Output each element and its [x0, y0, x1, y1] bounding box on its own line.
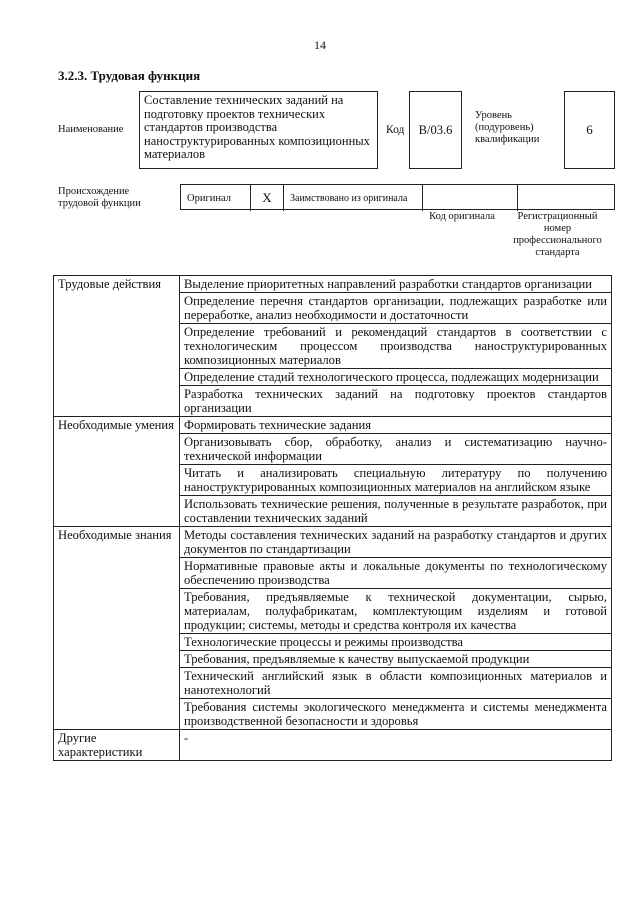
- category-cell: Необходимые умения: [54, 417, 180, 527]
- table-row: [54, 730, 612, 761]
- origin-row: [180, 184, 615, 210]
- original-mark: X: [251, 185, 284, 211]
- section-title: 3.2.3. Трудовая функция: [58, 68, 201, 83]
- level-label: Уровень (подуровень) квалификации: [475, 110, 540, 145]
- code-box: B/03.6: [409, 91, 462, 169]
- reg-number-cell: [518, 185, 616, 211]
- table-row: [54, 417, 612, 434]
- item-cell: Технологические процессы и режимы производства: [180, 634, 612, 651]
- item-cell: Определение перечня стандартов организации, подлежащих разработке или переработке, анализ необходимости и достаточности: [180, 293, 612, 324]
- item-cell: Требования, предъявляемые к качеству выпускаемой продукции: [180, 651, 612, 668]
- borrowed-label: Заимствовано из оригинала: [284, 185, 423, 211]
- item-cell: Требования, предъявляемые к технической документации, сырью, материалам, полуфабрикатам, комплектующим изделиям и готовой продукции; системы, методы и средства контроля их качества: [180, 589, 612, 634]
- code-label: Код: [386, 124, 405, 136]
- category-cell: Необходимые знания: [54, 527, 180, 730]
- category-cell: Другие характеристики: [54, 730, 180, 761]
- item-cell: Методы составления технических заданий на разработку стандартов и других документов по стандартизации: [180, 527, 612, 558]
- page-number: 14: [314, 38, 326, 52]
- item-cell: Определение требований и рекомендаций стандартов в соответствии с технологическим процессом производства наноструктурированных композиционных материалов: [180, 324, 612, 369]
- function-table: [53, 275, 612, 761]
- code-original-label: Код оригинала: [429, 211, 495, 222]
- original-code-cell: [423, 185, 518, 211]
- origin-label: Происхождение трудовой функции: [58, 186, 141, 209]
- item-cell: Нормативные правовые акты и локальные документы по технологическому обеспечению производства: [180, 558, 612, 589]
- reg-number-label: Регистрационный номер профессионального стандарта: [513, 211, 602, 258]
- function-name-box: Составление технических заданий на подготовку проектов технических стандартов производства наноструктурированных композиционных материалов: [139, 91, 378, 169]
- item-cell: Формировать технические задания: [180, 417, 612, 434]
- item-cell: Использовать технические решения, полученные в результате разработок, при составлении технических заданий: [180, 496, 612, 527]
- item-cell: Технический английский язык в области композиционных материалов и нанотехнологий: [180, 668, 612, 699]
- item-cell: -: [180, 730, 612, 761]
- original-label: Оригинал: [181, 185, 251, 211]
- item-cell: Разработка технических заданий на подготовку проектов стандартов организации: [180, 386, 612, 417]
- level-box: 6: [564, 91, 615, 169]
- category-cell: Трудовые действия: [54, 276, 180, 417]
- name-label: Наименование: [58, 124, 124, 135]
- item-cell: Выделение приоритетных направлений разработки стандартов организации: [180, 276, 612, 293]
- item-cell: Организовывать сбор, обработку, анализ и систематизацию научно-технической информации: [180, 434, 612, 465]
- table-row: [54, 276, 612, 293]
- table-row: [54, 527, 612, 558]
- item-cell: Определение стадий технологического процесса, подлежащих модернизации: [180, 369, 612, 386]
- item-cell: Читать и анализировать специальную литературу по получению наноструктурированных композиционных материалов на английском языке: [180, 465, 612, 496]
- item-cell: Требования системы экологического менеджмента и системы менеджмента производственной безопасности и здоровья: [180, 699, 612, 730]
